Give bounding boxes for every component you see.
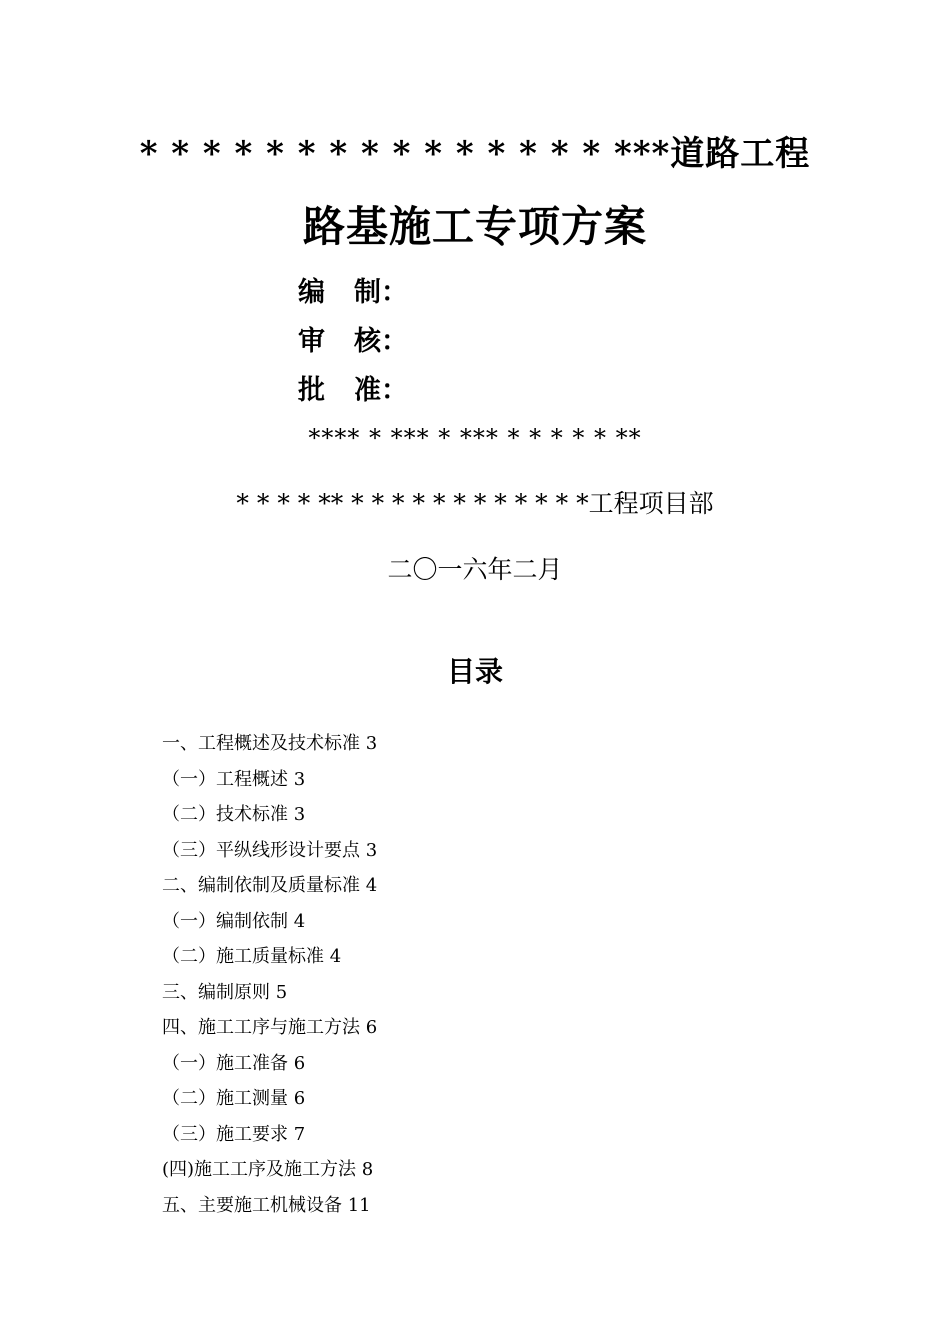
signature-row-compile <box>298 272 408 321</box>
toc-entry[interactable]: （二）施工测量 6 <box>162 1088 306 1109</box>
toc-entry[interactable]: （三）平纵线形设计要点 3 <box>162 839 378 861</box>
signature-block <box>298 272 408 419</box>
signature-label-second: 准： <box>354 375 408 406</box>
toc-entry[interactable]: （一）编制依制 4 <box>162 910 306 932</box>
signature-row-review <box>298 321 408 370</box>
toc-entry[interactable]: （二）技术标准 3 <box>162 804 306 825</box>
signature-label-second: 制： <box>354 277 408 308</box>
toc-heading: 目录 <box>446 655 503 688</box>
toc-entry[interactable]: (四)施工工序及施工方法 8 <box>162 1159 374 1180</box>
toc-entry[interactable]: （二）施工质量标准 4 <box>162 946 342 967</box>
signature-label-first: 编 <box>298 277 325 308</box>
toc-entry[interactable]: （一）工程概述 3 <box>162 768 306 790</box>
toc-entry[interactable]: 五、主要施工机械设备 11 <box>162 1194 371 1216</box>
signature-label-second: 核： <box>354 326 408 357</box>
signature-label-first: 审 <box>298 326 325 357</box>
toc-entry[interactable]: 四、施工工序与施工方法 6 <box>162 1017 378 1038</box>
toc-entry[interactable]: （一）施工准备 6 <box>162 1052 306 1074</box>
toc-entry[interactable]: 二、编制依制及质量标准 4 <box>162 875 378 896</box>
toc-entry[interactable]: （三）施工要求 7 <box>162 1123 306 1145</box>
table-of-contents <box>162 726 377 1223</box>
project-title: * * * * * * * * * * * * * * * ***道路工程 <box>139 134 811 174</box>
signature-row-approve <box>298 370 408 419</box>
signature-label-first: 批 <box>298 375 325 406</box>
document-title: 路基施工专项方案 <box>302 202 647 251</box>
project-department: * * * * ** * * * * * * * * * * * *工程项目部 <box>236 489 714 518</box>
toc-entry[interactable]: 一、工程概述及技术标准 3 <box>162 733 378 754</box>
toc-entry[interactable]: 三、编制原则 5 <box>162 981 288 1003</box>
document-date: 二〇一六年二月 <box>387 555 563 584</box>
organization-name: **** * *** * *** * * * * * ** <box>308 424 642 452</box>
